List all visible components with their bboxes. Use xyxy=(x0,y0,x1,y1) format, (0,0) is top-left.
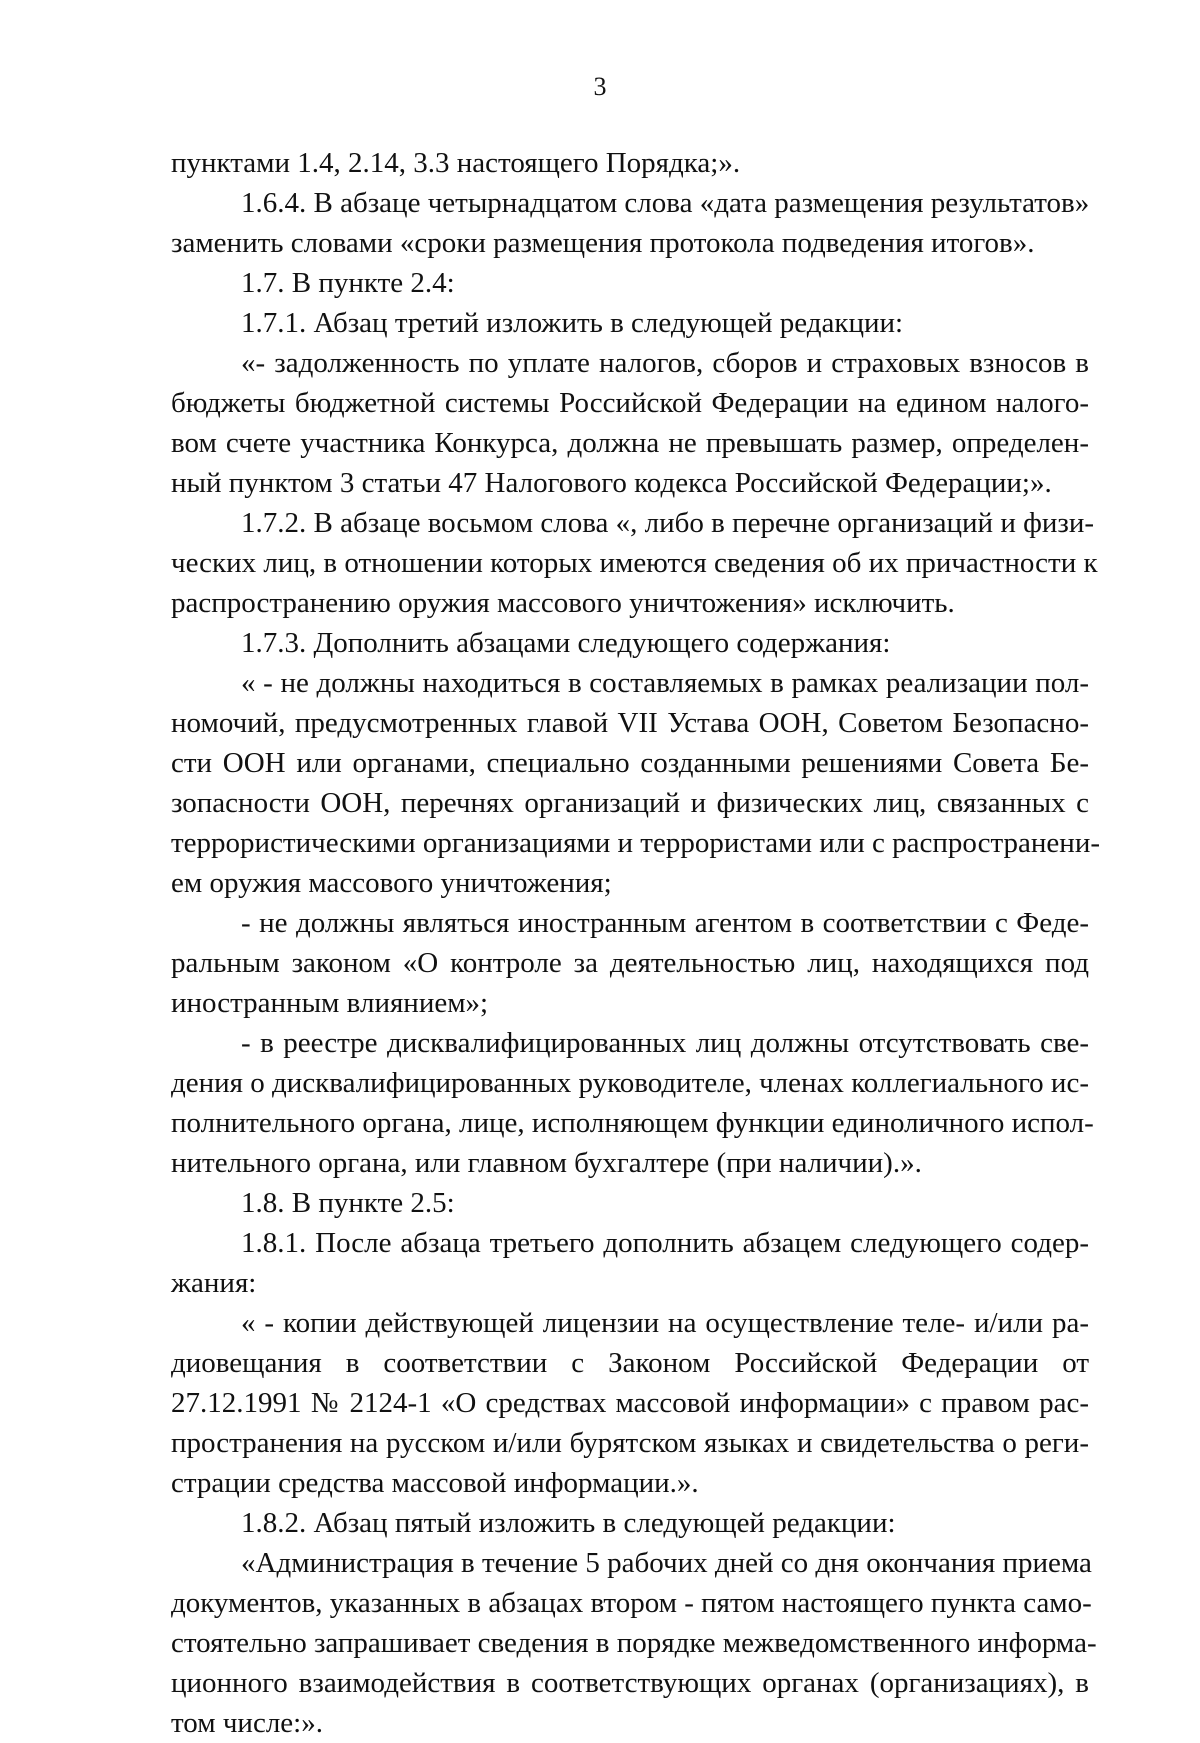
text-line: ческих лиц, в отношении которых имеются сведения об их причастности к xyxy=(171,547,1098,579)
text-line: нительного органа, или главном бухгалтере (при наличии).». xyxy=(171,1147,922,1179)
text-line: зопасности ООН, перечнях организаций и физических лиц, связанных с xyxy=(171,787,1089,819)
text-line: диовещания в соответствии с Законом Российской Федерации от xyxy=(171,1347,1089,1379)
text-line: ный пунктом 3 статьи 47 Налогового кодекса Российской Федерации;». xyxy=(171,467,1052,499)
text-line: пунктами 1.4, 2.14, 3.3 настоящего Порядка;». xyxy=(171,147,741,179)
text-line: 1.7.2. В абзаце восьмом слова «, либо в перечне организаций и физи- xyxy=(241,507,1095,539)
text-line: том числе:». xyxy=(171,1707,323,1739)
text-line: 1.8.2. Абзац пятый изложить в следующей редакции: xyxy=(241,1507,896,1539)
text-line: 1.7.1. Абзац третий изложить в следующей редакции: xyxy=(241,307,904,339)
text-line: дения о дисквалифицированных руководителе, членах коллегиального ис- xyxy=(171,1067,1089,1099)
text-line: бюджеты бюджетной системы Российской Федерации на едином налого- xyxy=(171,387,1089,419)
text-line: террористическими организациями и террористами или с распространени- xyxy=(171,827,1100,859)
text-line: распространению оружия массового уничтожения» исключить. xyxy=(171,587,955,619)
text-line: 1.7.3. Дополнить абзацами следующего содержания: xyxy=(241,627,891,659)
text-line: документов, указанных в абзацах втором - пятом настоящего пункта само- xyxy=(171,1587,1092,1619)
text-line: заменить словами «сроки размещения протокола подведения итогов». xyxy=(171,227,1035,259)
text-line: номочий, предусмотренных главой VII Устава ООН, Советом Безопасно- xyxy=(171,707,1089,739)
text-line: ральным законом «О контроле за деятельностью лиц, находящихся под xyxy=(171,947,1089,979)
text-line: страции средства массовой информации.». xyxy=(171,1467,699,1499)
text-line: 1.8.1. После абзаца третьего дополнить абзацем следующего содер- xyxy=(241,1227,1089,1259)
text-line: 27.12.1991 № 2124-1 «О средствах массовой информации» с правом рас- xyxy=(171,1387,1089,1419)
text-line: - не должны являться иностранным агентом в соответствии с Феде- xyxy=(241,907,1089,939)
text-line: «Администрация в течение 5 рабочих дней со дня окончания приема xyxy=(241,1547,1092,1579)
page-number: 3 xyxy=(593,72,607,101)
text-line: 1.7. В пункте 2.4: xyxy=(241,267,455,299)
text-line: ционного взаимодействия в соответствующих органах (организациях), в xyxy=(171,1667,1089,1699)
text-line: полнительного органа, лице, исполняющем функции единоличного испол- xyxy=(171,1107,1094,1139)
text-line: 1.6.4. В абзаце четырнадцатом слова «дата размещения результатов» xyxy=(241,187,1090,219)
text-line: жания: xyxy=(171,1267,257,1299)
text-line: «- задолженность по уплате налогов, сборов и страховых взносов в xyxy=(241,347,1089,379)
text-line: « - копии действующей лицензии на осуществление теле- и/или ра- xyxy=(241,1307,1089,1339)
text-line: сти ООН или органами, специально созданными решениями Совета Бе- xyxy=(171,747,1089,779)
text-line: пространения на русском и/или бурятском языках и свидетельства о реги- xyxy=(171,1427,1089,1459)
text-line: 1.8. В пункте 2.5: xyxy=(241,1187,455,1219)
text-line: стоятельно запрашивает сведения в порядке межведомственного информа- xyxy=(171,1627,1097,1659)
text-line: « - не должны находиться в составляемых в рамках реализации пол- xyxy=(241,667,1089,699)
document-body xyxy=(171,143,1100,1743)
text-line: иностранным влиянием»; xyxy=(171,987,489,1019)
text-line: ем оружия массового уничтожения; xyxy=(171,867,612,899)
text-line: - в реестре дисквалифицированных лиц должны отсутствовать све- xyxy=(241,1027,1089,1059)
text-line: вом счете участника Конкурса, должна не превышать размер, определен- xyxy=(171,427,1089,459)
